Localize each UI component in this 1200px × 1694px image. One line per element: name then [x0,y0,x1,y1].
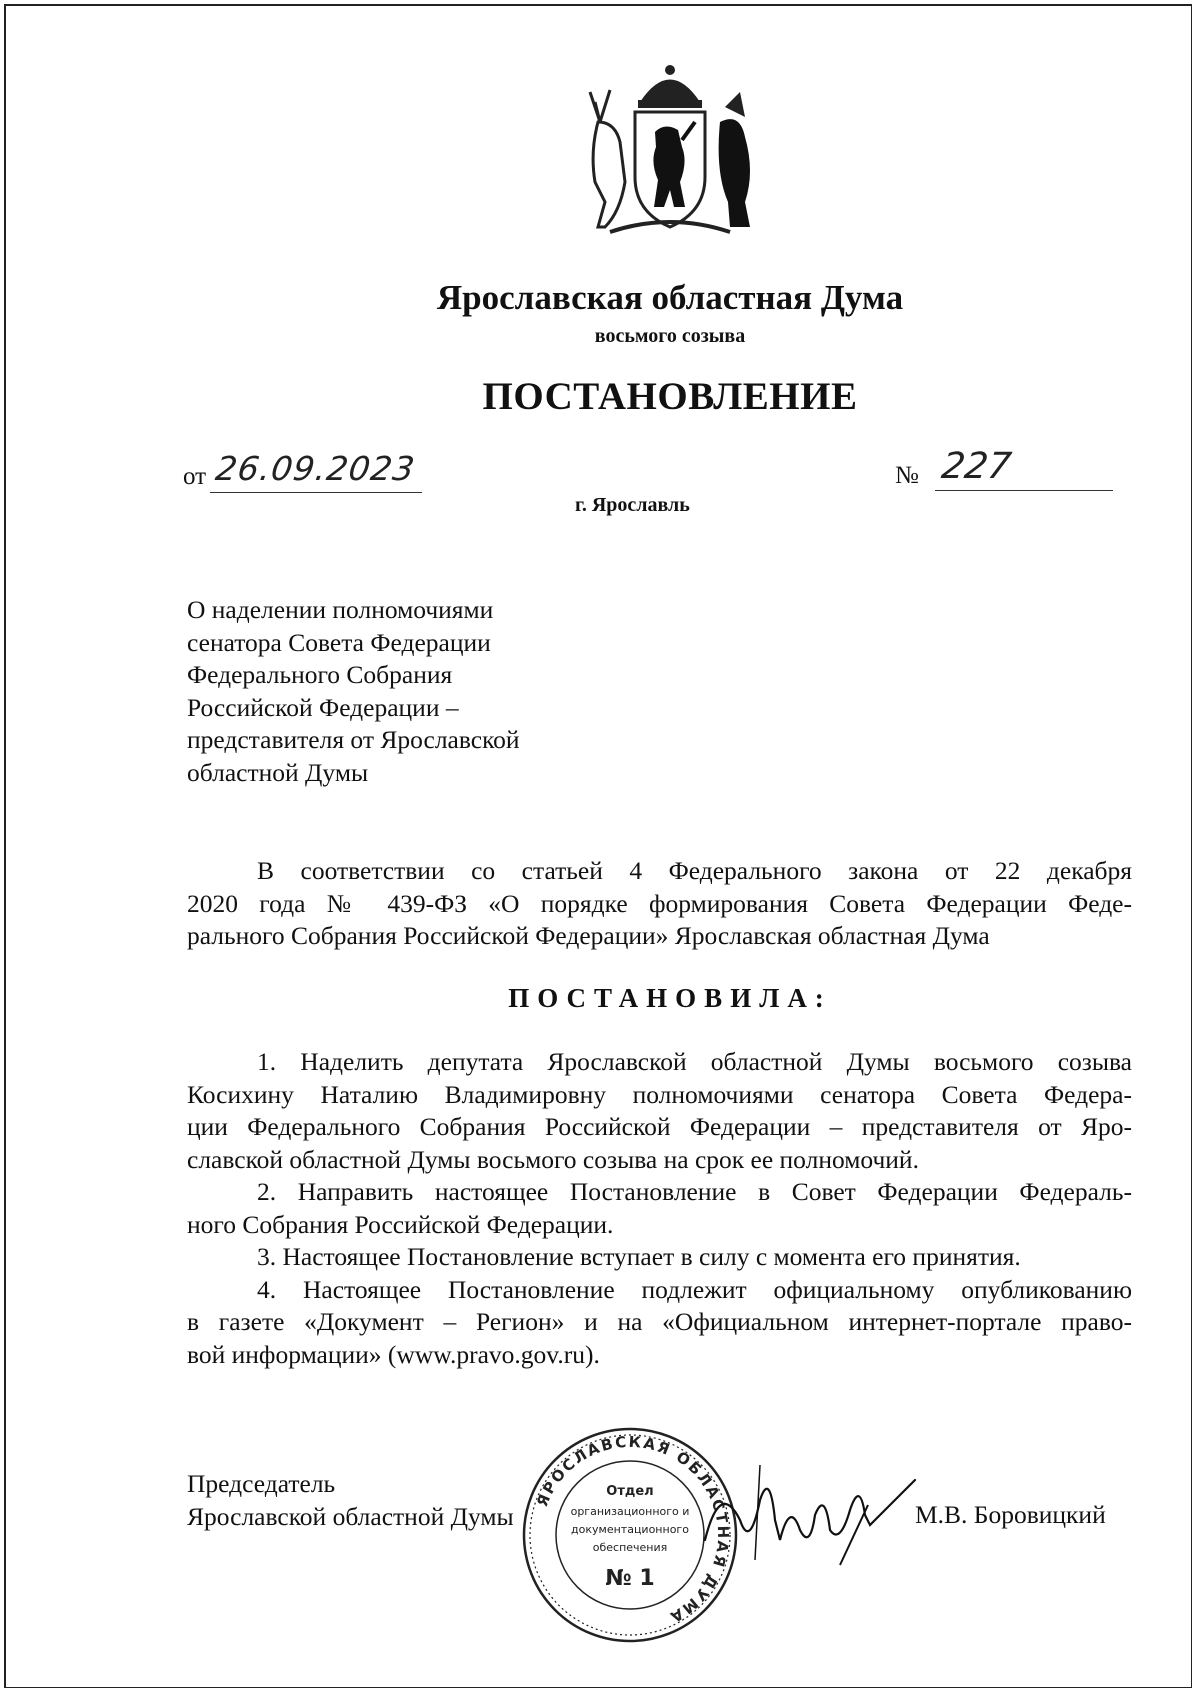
item-line: славской областной Думы восьмого созыва на срок ее полномочий. [187,1144,919,1174]
item-line: 1. Наделить депутата Ярославской областной Думы восьмого созыва [257,1047,1132,1076]
stamp-inner-text: документационного [571,1523,689,1536]
document-date: 26.09.2023 [213,449,418,488]
document-type-title: ПОСТАНОВЛЕНИЕ [482,375,858,418]
stamp-ring-text: ЯРОСЛАВСКАЯ ОБЛАСТНАЯ ДУМА [533,1432,733,1627]
number-underline [935,490,1113,491]
stamp-inner-text: Отдел [606,1484,654,1499]
stamp-inner-text: обеспечения [592,1541,668,1554]
number-prefix: № [895,462,919,489]
item-line: 2. Направить настоящее Постановление в Совет Федерации Федераль- [257,1177,1132,1206]
handwritten-signature [700,1460,930,1570]
yaroslavl-oblast-coat-of-arms-icon [570,62,770,242]
preamble-line: рального Собрания Российской Федерации» Ярославская областная Дума [187,921,990,950]
item-line: ции Федерального Собрания Российской Федерации – представителя от Яро- [187,1112,1132,1141]
item-line: вой информации» (www.pravo.gov.ru). [187,1339,600,1369]
subject-line: сенатора Совета Федерации [187,627,491,657]
item-line: в газете «Документ – Регион» и на «Официальном интернет-портале право- [187,1307,1132,1336]
document-number: 227 [939,446,1014,487]
signatory-title [187,1468,514,1533]
subject-line: областной Думы [187,757,369,787]
resolved-heading: ПОСТАНОВИЛА: [508,983,832,1013]
item-line: ного Собрания Российской Федерации. [187,1209,614,1239]
date-prefix: от [183,463,207,490]
signatory-title-line: Председатель [187,1469,336,1498]
organization-name: Ярославская областная Дума [436,278,904,317]
subject-line: Федерального Собрания [187,660,453,689]
preamble-line: В соответствии со статьей 4 Федерального закона от 22 декабря [257,856,1132,885]
item-line: Косихину Наталию Владимировну полномочиями сенатора Совета Федера- [187,1079,1132,1109]
preamble-paragraph [187,855,1132,953]
subject-line: Российской Федерации – [187,692,459,722]
signer-name: М.В. Боровицкий [915,1500,1106,1529]
item-line: 3. Настоящее Постановление вступает в силу с момента его принятия. [257,1242,1021,1271]
subject-line: О наделении полномочиями [187,595,494,624]
resolution-items [187,1046,1132,1371]
document-subject [187,594,587,789]
convocation: восьмого созыва [594,325,746,347]
date-underline [210,492,422,493]
subject-line: представителя от Ярославской [187,725,520,754]
item-line: 4. Настоящее Постановление подлежит официальному опубликованию [257,1274,1132,1304]
stamp-inner-text: организационного и [570,1505,690,1518]
city: г. Ярославль [575,494,690,516]
signatory-title-line: Ярославской областной Думы [187,1501,514,1531]
preamble-line: 2020 года № 439-ФЗ «О порядке формирования Совета Федерации Феде- [187,888,1132,918]
stamp-number: № 1 [605,1566,655,1591]
